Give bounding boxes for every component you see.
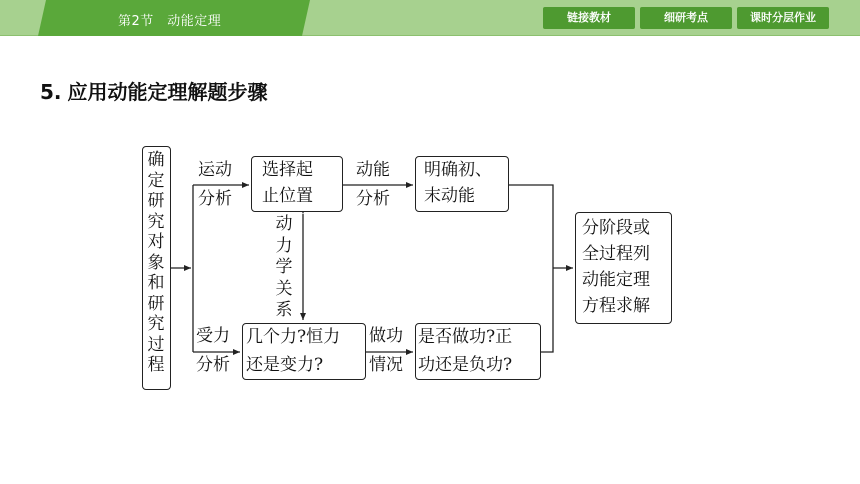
force-box-line2: 还是变力? xyxy=(246,355,324,375)
connector-ke-to-merge xyxy=(509,185,553,250)
force-label-line1: 受力 xyxy=(196,326,230,346)
force-label-line2: 分析 xyxy=(196,355,230,375)
nav-homework-button[interactable]: 课时分层作业 xyxy=(737,7,829,29)
motion-label-line1: 运动 xyxy=(198,160,232,180)
ke-label-line2: 分析 xyxy=(356,189,390,209)
motion-label-line2: 分析 xyxy=(198,189,232,209)
heading-text: 应用动能定理解题步骤 xyxy=(67,80,268,104)
result-box-line2: 全过程列 xyxy=(582,244,650,264)
work-label-line2: 情况 xyxy=(369,355,403,375)
ke-box-line1: 明确初、 xyxy=(424,160,492,180)
work-box-line2: 功还是负功? xyxy=(418,355,513,375)
nav-link-textbook-button[interactable]: 链接教材 xyxy=(543,7,635,29)
result-box-line1: 分阶段或 xyxy=(582,218,650,238)
section-title: 第2节 动能定理 xyxy=(118,14,222,29)
ke-box-line2: 末动能 xyxy=(424,186,475,206)
relation-label: 动力学关系 xyxy=(275,214,293,320)
subject-text: 确定研究对象和研究过程 xyxy=(147,150,165,375)
result-box-line4: 方程求解 xyxy=(582,296,650,316)
position-box-line1: 选择起 xyxy=(262,160,313,180)
position-box-line2: 止位置 xyxy=(262,186,313,206)
heading-number: 5. xyxy=(40,80,62,104)
connector-work-to-merge xyxy=(541,285,553,352)
nav-key-points-button[interactable]: 细研考点 xyxy=(640,7,732,29)
work-box-line1: 是否做功?正 xyxy=(418,327,513,347)
force-box-line1: 几个力?恒力 xyxy=(246,327,341,347)
work-label-line1: 做功 xyxy=(369,326,403,346)
result-box-line3: 动能定理 xyxy=(582,270,650,290)
ke-label-line1: 动能 xyxy=(356,160,390,180)
